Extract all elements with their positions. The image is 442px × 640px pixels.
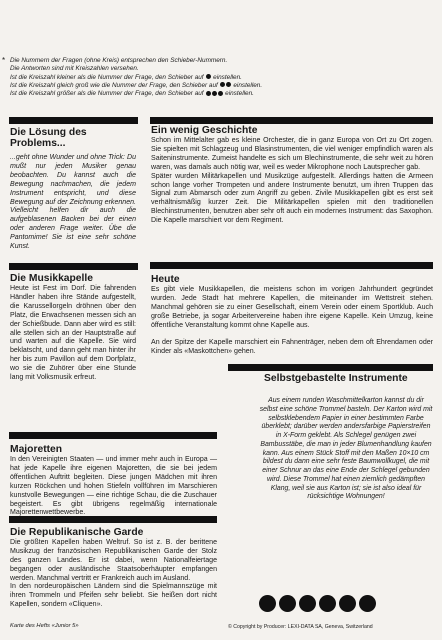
instructions-note: [2, 56, 435, 98]
footer-copyright: © Copyright by Producer: LEXI-DATA SA, Geneva, Switzerland: [228, 624, 373, 630]
dot-icon: [212, 91, 217, 96]
selbst-heading: Selbstgebastelte Instrumente: [264, 373, 408, 384]
note-line-2: Die Antworten sind mit Kreiszahlen versehen.: [10, 65, 139, 73]
dot-icon: [319, 595, 336, 612]
dot-icon: [279, 595, 296, 612]
section-rule: [150, 262, 433, 269]
section-rule: [9, 117, 138, 124]
heute-text-1: Es gibt viele Musikkapellen, die meistens schon im vorigen Jahrhundert gegründet wurden. Jede Stadt hat mehrere Kapellen, die miteinander im Wettstreit stehen. Manchmal gehören sie zu einer Gesellschaft, einem Verein oder einem Sportklub. Auch große Betriebe, ja sogar Arbeitervereine haben ihre eigene Kapelle. Kein Umzug, keine öffentliche Veranstaltung kommt ohne Kapelle aus.: [151, 286, 433, 329]
garde-heading: Die Republikanische Garde: [10, 527, 144, 538]
asterisk: *: [2, 56, 6, 65]
dot-icon: [220, 82, 225, 87]
section-rule: [9, 432, 217, 439]
footer-card-label: Karte des Hefts «Junior 5»: [10, 623, 79, 629]
section-rule: [150, 117, 433, 124]
section-rule: [9, 263, 138, 270]
garde-text-1: Die größten Kapellen haben Weltruf. So ist z. B. der berittene Musikzug der französischen Republikanischen Garde der Stolz des ganzen Landes. Er ist dabei, wenn Nationalfeiertage begangen oder ausländische Staatsoberhäupter empfangen werden. Manchmal vertritt er Frankreich auch im Ausland.: [10, 539, 217, 582]
note-line-4: Ist die Kreiszahl gleich groß wie die Nummer der Frage, den Schieber auf einstellen.: [10, 81, 263, 89]
loesung-text: ...geht ohne Wunder und ohne Trick: Du mußt nur jeden Musiker genau beobachten. Du kannst auch die Bewegung nachmachen, die jedem Instrument entspricht, und diese Bewegung auf der Zeichnung erkennen. Vielleicht helfen dir auch die aufgeblasenen Backen bei der einen oder anderen Frage weiter. Übe die Pantomime! Sie ist eine sehr schöne Kunst.: [10, 154, 136, 251]
heute-text-2: An der Spitze der Kapelle marschiert ein Fahnenträger, neben dem oft Ehrendamen oder Kinder als «Maskottchen» gehen.: [151, 339, 433, 355]
dot-icon: [206, 74, 211, 79]
note-line-5: Ist die Kreiszahl größer als die Nummer der Frage, den Schieber auf einstellen.: [10, 90, 254, 98]
selbst-text: Aus einem runden Waschmittelkarton kannst du dir selbst eine schöne Trommel basteln. Der Karton wird mit selbstklebendem Papier in einer bestimmten Farbe überklebt; darüber werden andersfarbige Papierstreifen in X-Form geklebt. Als Schlegel genügen zwei Bambusstäbe, die man in jeder Blumenhandlung kaufen kann. Aus einem Stück Stoff mit den Maßen 10×10 cm bildest du dann eine sehr feste Baumwollkugel, die mit einer Schnur an das eine Ende der Schlegel gebunden wird. Diese Trommel hat einen ziemlich gedämpften Klang, weil sie aus Karton ist; sie ist also ideal für rücksichtige Wohnungen!: [259, 397, 433, 501]
dot-icon: [259, 595, 276, 612]
musikkapelle-text: Heute ist Fest im Dorf. Die fahrenden Händler haben ihre Stände aufgestellt, die Karussellorgeln dröhnen über den Platz, die Erwachsenen messen sich an der Schießbude. Dann aber wird es still: alle stellen sich an der Hauptstraße auf und warten auf die Kapelle. Sie wird beklatscht, und dann geht man hinter ihr her bis zum Pavillon auf dem Dorfplatz, wo sie die Zuhörer über eine Stunde lang mit Volksmusik erfreut.: [10, 285, 136, 382]
geschichte-text: Schon im Mittelalter gab es kleine Orchester, die in ganz Europa von Ort zu Ort zogen. Sie spielten mit Schlagzeug und Blasinstrumenten, die viel weniger empfindlich waren als Saiteninstrumente. Zumeist handelte es sich um Blechinstrumente, die sehr weit zu hören waren, was damals auch nötig war, weil es weder Mikrophone noch Lautsprecher gab. Später wurden Militärkapellen und Musikzüge aufgestellt. Allerdings hatten die Armeen schon lange vorher Trompeten und andere Instrumente benutzt, um ihren Truppen das Signal zum Abmarsch oder zum Angriff zu geben. Zivile Musikkapellen gibt es erst seit verhältnismäßig kurzer Zeit. Die Militärkapellen spielen mit den traditionellen Blechinstrumenten, benutzen aber sehr oft auch ein modernes Instrument: das Saxophon. Die Kapelle marschiert vor dem Regiment.: [151, 137, 433, 225]
dot-icon: [359, 595, 376, 612]
dot-icon: [218, 91, 223, 96]
geschichte-heading: Ein wenig Geschichte: [151, 125, 258, 136]
dot-icon: [299, 595, 316, 612]
loesung-heading: Die Lösung des Problems...: [10, 127, 87, 149]
heute-heading: Heute: [151, 274, 180, 285]
majoretten-text: In den Vereinigten Staaten — und immer mehr auch in Europa — hat jede Kapelle ihre eigenen Majoretten, die sie bei jedem öffentlichen Auftritt begleiten. Diese jungen Mädchen mit ihren kurzen Röckchen und hohen Stiefeln vollführen im Marschieren kunstvolle Bewegungen — eine richtige Schau, die die Zuschauer begeistert. Es gibt übrigens regelmäßig internationale Majorettenwettbewerbe.: [10, 456, 217, 517]
musikkapelle-heading: Die Musikkapelle: [10, 273, 93, 284]
note-line-3: Ist die Kreiszahl kleiner als die Nummer der Frage, den Schieber auf einstellen.: [10, 73, 242, 81]
note-line-1: Die Nummern der Fragen (ohne Kreis) entsprechen den Schieber-Nummern.: [10, 57, 228, 64]
garde-text-2: In den nordeuropäischen Ländern sind die Spielmannszüge mit ihren Trommeln und Pfeifen sehr beliebt. Sie heißen dort nicht Kapellen, sondern «Cliquen».: [10, 583, 217, 608]
dot-icon: [226, 82, 231, 87]
section-rule: [9, 516, 217, 523]
majoretten-heading: Majoretten: [10, 444, 63, 455]
section-rule: [228, 364, 433, 371]
dot-icon: [339, 595, 356, 612]
dot-icon: [206, 91, 211, 96]
decorative-dots: [259, 595, 379, 617]
